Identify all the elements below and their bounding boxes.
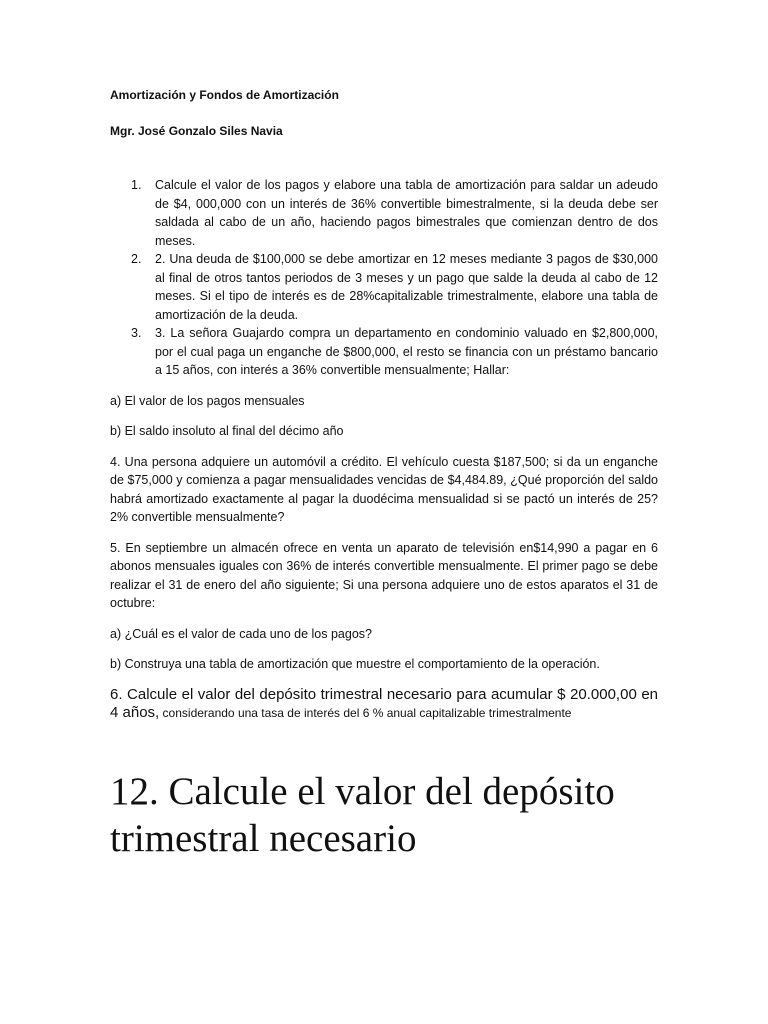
list-item-text: Calcule el valor de los pagos y elabore una tabla de amortización para saldar un adeudo de $4, 000,000 con un interés de 36% convertible bimestralmente, si la deuda debe ser saldada al cabo de un año, haciendo pagos bimestrales que comienzan dentro de dos meses. [155,178,658,248]
problem-12-heading: 12. Calcule el valor del depósito trimestral necesario [110,770,615,860]
list-item [110,176,658,250]
document-author: Mgr. José Gonzalo Siles Navia [110,123,283,138]
document-body [110,86,658,722]
problem-6-small-text: considerando una tasa de interés del 6 % anual capitalizable trimestralmente [159,705,572,720]
problem-6 [110,686,658,722]
problem-6-large-text: 6. Calcule el valor del depósito trimestral necesario para acumular $ 20.000,00 en 4 años, [110,685,658,721]
list-item [110,324,658,380]
problem-5a: a) ¿Cuál es el valor de cada uno de los pagos? [110,626,372,641]
list-item-number: 3. [131,326,142,340]
problem-5: 5. En septiembre un almacén ofrece en venta un aparato de televisión en$14,990 a pagar en 6 abonos mensuales iguales con 36% de interés convertible mensualmente. El primer pago se debe realizar el 31 de enero del año siguiente; Si una persona adquiere uno de estos aparatos el 31 de octubre: [110,540,658,610]
list-item-text: 2. Una deuda de $100,000 se debe amortizar en 12 meses mediante 3 pagos de $30,000 al final de otros tantos periodos de 3 meses y un pago que salde la deuda al cabo de 12 meses. Si el tipo de interés es de 28%capitalizable trimestralmente, elabore una tabla de amortización de la deuda. [155,252,658,322]
problem-list [110,176,658,380]
list-item-text: 3. La señora Guajardo compra un departamento en condominio valuado en $2,800,000, por el cual paga un enganche de $800,000, el resto se financia con un préstamo bancario a 15 años, con interés a 36% convertible mensualmente; Hallar: [155,326,658,377]
list-item [110,250,658,324]
problem-4: 4. Una persona adquiere un automóvil a crédito. El vehículo cuesta $187,500; si da un enganche de $75,000 y comienza a pagar mensualidades vencidas de $4,484.89, ¿Qué proporción del saldo habrá amortizado exactamente al pagar la duodécima mensualidad si se pactó un interés de 25?2% convertible mensualmente? [110,454,658,524]
list-item-number: 2. [131,252,142,266]
problem-3a: a) El valor de los pagos mensuales [110,393,305,408]
problem-3b: b) El saldo insoluto al final del décimo año [110,424,344,438]
list-item-number: 1. [131,178,142,192]
document-title: Amortización y Fondos de Amortización [110,88,339,102]
problem-5b: b) Construya una tabla de amortización que muestre el comportamiento de la operación. [110,657,600,671]
